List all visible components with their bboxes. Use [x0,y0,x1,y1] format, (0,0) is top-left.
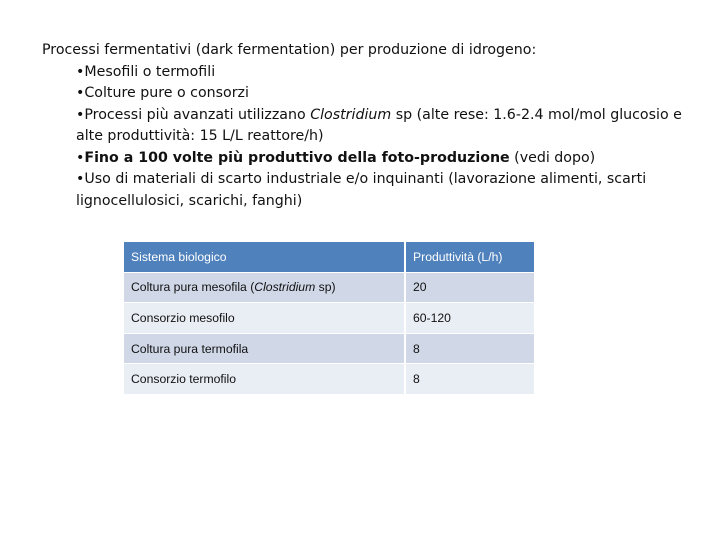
productivity-table [124,242,534,395]
text-block [42,40,692,212]
bullet-4-text-post: (vedi dopo) [509,149,596,166]
row-label-italic: Clostridium [254,280,316,295]
table-row [124,364,534,395]
bullet-2-text: Colture pure o consorzi [84,85,249,101]
bullet-marker: • [76,85,85,101]
row-label-post: sp) [315,280,336,295]
bullet-marker: • [76,149,85,166]
bullet-marker: • [76,63,85,80]
bullet-2 [76,83,692,105]
row-label: Coltura pura termofila [124,333,405,364]
row-label: Consorzio mesofilo [124,303,405,334]
heading: Processi fermentativi (dark fermentation) per produzione di idrogeno: [42,42,537,58]
bullet-3-text-post: sp (alte rese: 1.6-2.4 mol/mol glucosio e alte produttività: 15 L/L reattore/h) [76,106,682,144]
bullet-marker: • [76,106,85,123]
table-row [124,333,534,364]
bullet-4 [76,148,692,170]
row-value: 8 [405,333,534,364]
row-label-pre: Coltura pura mesofila ( [131,280,255,295]
bullet-5 [76,169,692,212]
header-produttivita: Produttività (L/h) [405,242,534,272]
table-header-row [124,242,534,272]
bullet-1 [76,62,692,84]
table-row [124,272,534,303]
header-sistema-biologico: Sistema biologico [124,242,405,272]
bullet-marker: • [76,171,85,187]
row-value: 8 [405,364,534,395]
bullet-3-text-italic: Clostridium [310,106,392,123]
row-value: 60-120 [405,303,534,334]
bullet-3 [76,105,692,148]
row-label [124,272,405,303]
row-label: Consorzio termofilo [124,364,405,395]
bullet-5-text: Uso di materiali di scarto industriale e/o inquinanti (lavorazione alimenti, scarti lignocellulosici, scarichi, fanghi) [76,171,647,209]
row-value: 20 [405,272,534,303]
bullet-3-text-pre: Processi più avanzati utilizzano [84,106,311,123]
bullet-1-text: Mesofili o termofili [84,63,216,80]
bullet-4-text-bold: Fino a 100 volte più produttivo della foto-produzione [84,149,510,166]
table-row [124,303,534,334]
